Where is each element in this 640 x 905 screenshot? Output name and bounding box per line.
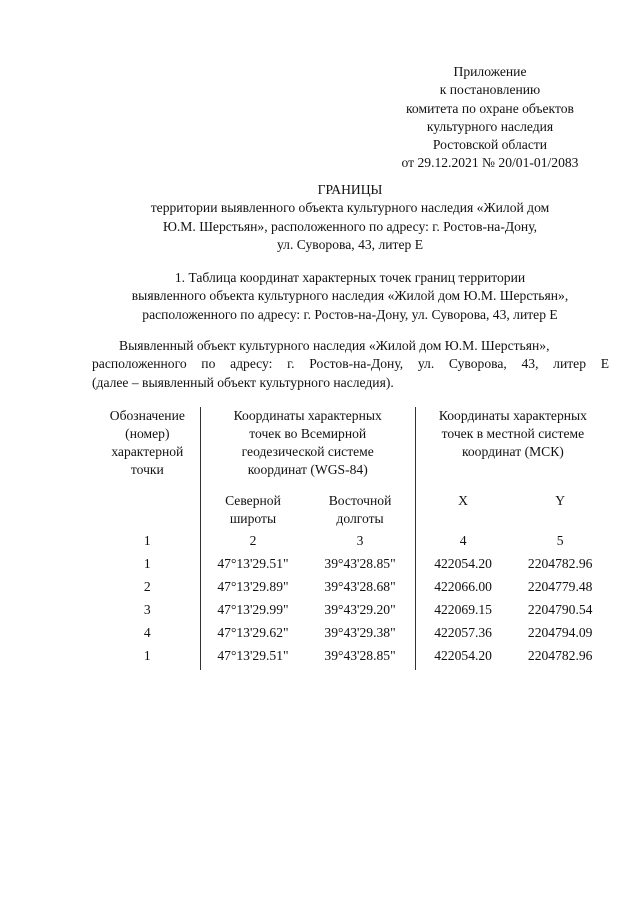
header-text: точки (130, 462, 164, 477)
point-number-cell: 3 (95, 601, 200, 624)
longitude-cell: 39°43'28.68" (305, 578, 415, 601)
column-number-row (95, 532, 610, 555)
appendix-block (380, 63, 600, 173)
column-number: 2 (249, 533, 257, 548)
header-x: X (458, 493, 468, 508)
appendix-line: к постановлению (439, 82, 541, 98)
paragraph-line: Выявленный объект культурного наследия «Жилой дом Ю.М. Шерстьян», (119, 338, 550, 353)
y-cell: 2204794.09 (527, 625, 593, 640)
appendix-line: Приложение (453, 64, 527, 79)
appendix-line: Ростовской области (432, 137, 548, 153)
latitude-cell: 47°13'29.62" (217, 625, 289, 640)
header-text: Восточной (328, 493, 392, 508)
table-row (95, 555, 610, 578)
header-east-longitude (305, 492, 415, 532)
table-row (95, 624, 610, 647)
table-row (95, 601, 610, 624)
point-number-cell: 4 (95, 624, 200, 647)
longitude-cell: 39°43'29.20" (305, 601, 415, 624)
column-number: 4 (459, 533, 467, 548)
x-cell: 422066.00 (434, 579, 492, 594)
table-row (95, 647, 610, 670)
header-north-latitude (200, 492, 305, 532)
latitude-cell: 47°13'29.51" (217, 556, 289, 571)
appendix-line: культурного наследия (426, 118, 554, 134)
latitude-cell: 47°13'29.99" (217, 602, 289, 617)
title-heading: ГРАНИЦЫ (317, 182, 383, 197)
longitude-cell: 39°43'28.85" (305, 647, 415, 670)
header-text: координат (МСК) (461, 444, 564, 459)
paragraph-line: (далее – выявленный объект культурного наследия). (92, 374, 394, 390)
y-cell: 2204782.96 (527, 648, 593, 663)
header-text: Координаты характерных (233, 408, 382, 423)
coordinates-table (95, 407, 610, 670)
latitude-cell: 47°13'29.89" (217, 579, 289, 594)
document-title (80, 181, 620, 254)
header-text: широты (229, 511, 277, 526)
header-text: геодезической системе (241, 444, 374, 459)
column-number: 1 (95, 532, 200, 555)
header-point-number (95, 407, 200, 532)
point-number-cell: 1 (95, 555, 200, 578)
table-caption-line: 1. Таблица координат характерных точек границ территории (174, 270, 526, 285)
y-cell: 2204790.54 (527, 602, 593, 617)
x-cell: 422054.20 (434, 556, 492, 571)
title-line: Ю.М. Шерстьян», расположенного по адресу: г. Ростов-на-Дону, (162, 218, 538, 234)
header-text: долготы (336, 511, 384, 526)
x-cell: 422057.36 (434, 625, 492, 640)
point-number-cell: 1 (95, 647, 200, 670)
header-text: (номер) (125, 426, 170, 441)
column-number: 3 (305, 532, 415, 555)
latitude-cell: 47°13'29.51" (217, 648, 289, 663)
header-text: координат (WGS-84) (247, 462, 368, 477)
table-row (95, 578, 610, 601)
table-header-row (95, 407, 610, 492)
x-cell: 422069.15 (434, 602, 492, 617)
longitude-cell: 39°43'29.38" (305, 624, 415, 647)
y-cell: 2204782.96 (527, 556, 593, 571)
x-cell: 422054.20 (434, 648, 492, 663)
column-number: 5 (556, 533, 564, 548)
title-line: ул. Суворова, 43, литер Е (276, 236, 423, 252)
header-text: точек во Всемирной (249, 426, 367, 441)
header-wgs84 (200, 407, 415, 492)
header-text: Обозначение (109, 408, 185, 423)
header-msk (415, 407, 610, 492)
table-caption (80, 269, 620, 324)
appendix-line: комитета по охране объектов (406, 100, 574, 116)
point-number-cell: 2 (95, 578, 200, 601)
paragraph-line: расположенного по адресу: г. Ростов-на-Дону, ул. Суворова, 43, литер Е (92, 356, 609, 372)
table-caption-line: расположенного по адресу: г. Ростов-на-Дону, ул. Суворова, 43, литер Е (142, 306, 558, 322)
header-text: Координаты характерных (438, 408, 587, 423)
header-text: характерной (111, 444, 184, 459)
table-caption-line: выявленного объекта культурного наследия «Жилой дом Ю.М. Шерстьян», (131, 288, 569, 304)
longitude-cell: 39°43'28.85" (305, 555, 415, 578)
appendix-line: от 29.12.2021 № 20/01-01/2083 (401, 155, 579, 171)
description-paragraph (92, 337, 609, 392)
y-cell: 2204779.48 (527, 579, 593, 594)
header-text: точек в местной системе (441, 426, 585, 441)
header-text: Северной (225, 493, 281, 508)
title-line: территории выявленного объекта культурного наследия «Жилой дом (150, 200, 550, 216)
header-y: Y (555, 493, 566, 508)
